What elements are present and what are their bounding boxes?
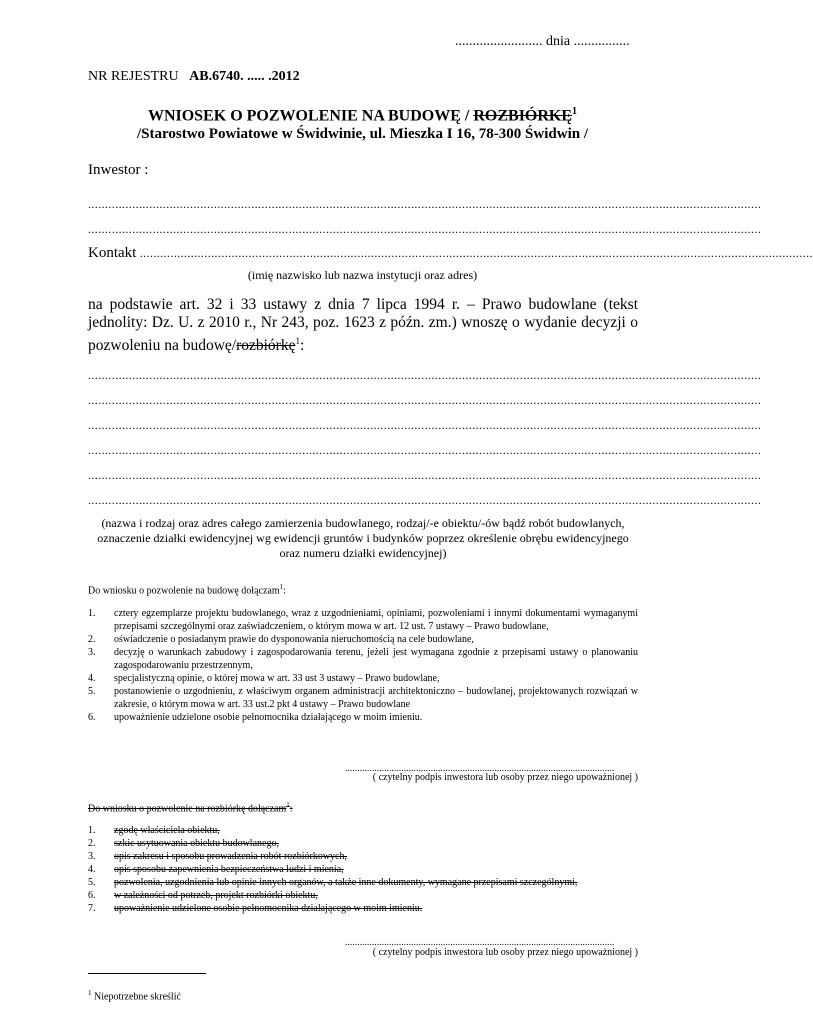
list-item: [88, 711, 638, 724]
demolition-heading-suffix: :: [289, 803, 293, 815]
date-line: ......................... dnia ................: [455, 34, 630, 49]
list-item-text: w zależności od potrzeb, projekt rozbiórki obiektu,: [114, 890, 318, 901]
list-item: [88, 850, 638, 863]
investor-caption: (imię nazwisko lub nazwa instytucji oraz adres): [247, 268, 478, 282]
build-heading-text: Do wniosku o pozwolenie na budowę dołączam: [88, 585, 280, 597]
list-item-number: 3.: [88, 647, 96, 658]
project-fill-line-2[interactable]: ......................................................................................................................................................................................................: [88, 393, 762, 407]
title-struck: ROZBIÓRKĘ: [473, 107, 573, 125]
request-footnote-mark: 1: [295, 336, 300, 346]
footnote: [88, 989, 181, 1002]
registry-number: [88, 69, 300, 85]
list-item-number: 1.: [88, 825, 96, 836]
list-item: [88, 902, 638, 915]
title-main: WNIOSEK O POZWOLENIE NA BUDOWĘ /: [147, 107, 474, 125]
build-attachments-heading: [88, 583, 286, 596]
signature-caption-1: ( czytelny podpis inwestora lub osoby przez niego upoważnionej ): [372, 772, 638, 783]
project-fill-line-4[interactable]: ......................................................................................................................................................................................................: [88, 443, 762, 457]
title-footnote-mark: 1: [572, 106, 578, 117]
list-item: [88, 889, 638, 902]
list-item-number: 4.: [88, 864, 96, 875]
build-heading-suffix: :: [283, 585, 286, 597]
list-item-number: 2.: [88, 634, 96, 645]
list-item: [88, 824, 638, 837]
project-fill-line-3[interactable]: ......................................................................................................................................................................................................: [88, 418, 762, 432]
list-item-text: opis sposobu zapewnienia bezpieczeństwa ludzi i mienia,: [114, 864, 344, 875]
signature-caption-2: ( czytelny podpis inwestora lub osoby przez niego upoważnionej ): [372, 947, 638, 958]
list-item: [88, 685, 638, 711]
project-caption: (nazwa i rodzaj oraz adres całego zamierzenia budowlanego, rodzaj/-e obiektu/-ów bądź robót budowlanych, oznaczenie działki ewidencyjnej wg ewidencji gruntów i budynków poprzez określenie obrębu ewidencyjnego oraz numeru działki ewidencyjnej): [97, 516, 629, 560]
registry-value: AB.6740. ..... .2012: [189, 69, 300, 84]
list-item-text: cztery egzemplarze projektu budowlanego, wraz z uzgodnieniami, opiniami, pozwoleniami i innymi dokumentami wymaganymi przepisami szczególnymi oraz zaświadczeniem, o którym mowa w art. 12 ust. 7 ustawy – Prawo budowlane,: [114, 608, 638, 632]
list-item-number: 2.: [88, 838, 96, 849]
footnote-divider: [88, 973, 206, 974]
list-item: [88, 837, 638, 850]
list-item-number: 6.: [88, 890, 96, 901]
build-attachments-list: [88, 607, 638, 724]
contact-label: Kontakt: [88, 245, 137, 261]
list-item: [88, 863, 638, 876]
office-address: /Starostwo Powiatowe w Świdwinie, ul. Mieszka I 16, 78-300 Świdwin /: [137, 126, 588, 142]
list-item-text: pozwolenia, uzgodnienia lub opinie innych organów, a także inne dokumenty, wymagane przepisami szczególnymi,: [114, 877, 578, 888]
request-struck: rozbiórkę: [236, 337, 296, 355]
request-suffix: :: [299, 337, 305, 355]
demolition-heading-footnote-mark: 1: [286, 801, 290, 809]
investor-fill-line-2[interactable]: ......................................................................................................................................................................................................: [88, 222, 762, 236]
list-item-text: opis zakresu i sposobu prowadzenia robót rozbiórkowych,: [114, 851, 347, 862]
list-item-number: 6.: [88, 712, 96, 723]
demolition-heading-text: Do wniosku o pozwolenie na rozbiórkę dołączam: [88, 803, 287, 815]
list-item: [88, 607, 638, 633]
list-item-text: szkic usytuowania obiektu budowlanego,: [114, 838, 279, 849]
list-item-number: 1.: [88, 608, 96, 619]
request-text: na podstawie art. 32 i 33 ustawy z dnia 7 lipca 1994 r. – Prawo budowlane (tekst jednolity: Dz. U. z 2010 r., Nr 243, poz. 1623 z późn. zm.) wnoszę o wydanie decyzji o pozwoleniu na budowę/: [88, 296, 638, 355]
investor-label: Inwestor :: [88, 162, 149, 178]
list-item-text: upoważnienie udzielone osobie pełnomocnika działającego w moim imieniu.: [114, 712, 423, 723]
demolition-attachments-heading: [88, 801, 293, 814]
list-item-number: 7.: [88, 903, 96, 914]
build-heading-footnote-mark: 1: [279, 583, 284, 591]
contact-line[interactable]: [88, 245, 813, 262]
list-item-text: zgodę właściciela obiektu,: [114, 825, 220, 836]
request-paragraph: [88, 296, 638, 355]
document-title: [0, 106, 725, 125]
list-item-text: postanowienie o uzgodnieniu, z właściwym organem administracji architektoniczno – budowlanej, projektowanych rozwiązań w zakresie, o którym mowa w art. 33 ust.2 pkt 4 ustawy – Prawo budowlane: [114, 686, 638, 710]
list-item: [88, 633, 638, 646]
demolition-attachments-list: [88, 824, 638, 915]
list-item-number: 5.: [88, 877, 96, 888]
list-item-text: oświadczenie o posiadanym prawie do dysponowania nieruchomością na cele budowlane,: [114, 634, 474, 645]
list-item-text: upoważnienie udzielone osobie pełnomocnika działającego w moim imieniu.: [114, 903, 423, 914]
contact-dots: ......................................................................................................................................................................................................: [136, 246, 813, 260]
investor-fill-line-1[interactable]: ......................................................................................................................................................................................................: [88, 197, 762, 211]
footnote-text: Niepotrzebne skreślić: [91, 991, 181, 1003]
list-item-number: 3.: [88, 851, 96, 862]
project-fill-line-6[interactable]: ......................................................................................................................................................................................................: [88, 493, 762, 507]
list-item: [88, 876, 638, 889]
list-item-text: decyzję o warunkach zabudowy i zagospodarowania terenu, jeżeli jest wymagana zgodnie z przepisami ustawy o planowaniu zagospodarowaniu przestrzennym,: [114, 647, 638, 671]
list-item-number: 4.: [88, 673, 96, 684]
project-fill-line-1[interactable]: ......................................................................................................................................................................................................: [88, 368, 762, 382]
signature-line-1[interactable]: ..............................................................................................................: [345, 763, 615, 773]
signature-line-2[interactable]: ..............................................................................................................: [345, 937, 615, 947]
footnote-mark: 1: [88, 989, 92, 997]
list-item: [88, 672, 638, 685]
list-item: [88, 646, 638, 672]
list-item-number: 5.: [88, 686, 96, 697]
project-fill-line-5[interactable]: ......................................................................................................................................................................................................: [88, 468, 762, 482]
registry-label: NR REJESTRU: [88, 69, 179, 84]
list-item-text: specjalistyczną opinie, o której mowa w art. 33 ust 3 ustawy – Prawo budowlane,: [114, 673, 440, 684]
